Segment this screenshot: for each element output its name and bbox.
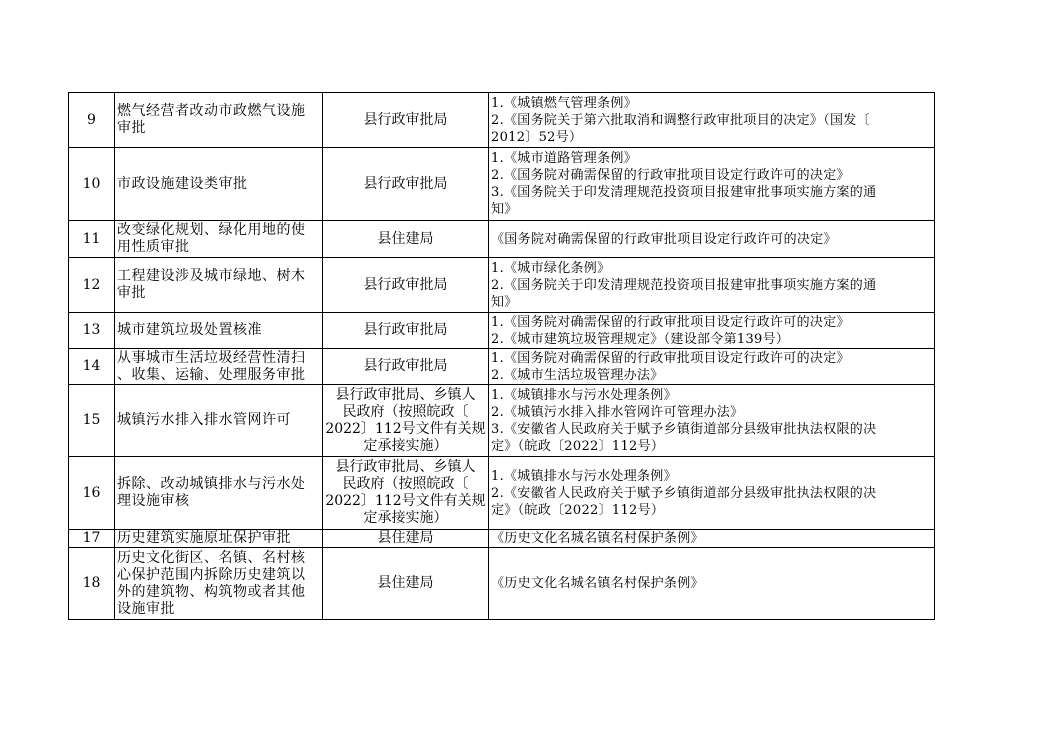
- legal-basis-line: 《历史文化名城名镇名村保护条例》: [491, 576, 704, 591]
- table-row: [69, 349, 935, 385]
- item-name: [115, 221, 323, 258]
- item-name-line: 城市建筑垃圾处置核准: [117, 322, 262, 338]
- legal-basis-line: 3.《国务院关于印发清理规范投资项目报建审批事项实施方案的通: [491, 185, 877, 200]
- item-name: [115, 258, 323, 313]
- item-name-line: 外的建筑物、构筑物或者其他: [117, 583, 306, 600]
- legal-basis-line: 2.《城市生活垃圾管理办法》: [491, 367, 664, 383]
- implementing-department-line: 县行政审批局、乡镇人: [335, 459, 476, 475]
- item-name-line: 城镇污水排入排水管网许可: [117, 412, 291, 428]
- implementing-department-line: 定承接实施）: [363, 437, 448, 454]
- legal-basis-line: 1.《城市绿化条例》: [491, 260, 611, 276]
- table-row: [69, 385, 935, 457]
- item-number: 16: [69, 457, 115, 530]
- table-body: [69, 93, 935, 620]
- implementing-department-line: 定承接实施）: [363, 510, 448, 526]
- item-name-line: 工程建设涉及城市绿地、树木: [117, 268, 306, 284]
- legal-basis-line: 1.《国务院对确需保留的行政审批项目设定行政许可的决定》: [491, 350, 850, 366]
- item-name: [115, 530, 323, 548]
- table-row: [69, 93, 935, 148]
- table-row: [69, 258, 935, 313]
- item-name: [115, 148, 323, 221]
- item-name: [115, 93, 323, 148]
- legal-basis: [489, 148, 935, 221]
- implementing-department: [323, 385, 489, 457]
- item-name-line: 改变绿化规划、绿化用地的使: [117, 222, 306, 238]
- item-number: 11: [69, 221, 115, 258]
- legal-basis: [489, 457, 935, 530]
- implementing-department-line: 县住建局: [377, 530, 434, 546]
- item-name: [115, 349, 323, 385]
- implementing-department-line: 县住建局: [377, 575, 434, 591]
- implementing-department-line: 县行政审批局、乡镇人: [335, 386, 476, 403]
- legal-basis-line: 2.《国务院对确需保留的行政审批项目设定行政许可的决定》: [491, 168, 850, 183]
- legal-basis: [489, 258, 935, 313]
- item-name-line: 审批: [117, 285, 146, 301]
- implementing-department-line: 2022〕112号文件有关规: [325, 493, 486, 509]
- legal-basis-line: 2.《国务院关于第六批取消和调整行政审批项目的决定》（国发〔: [491, 112, 870, 128]
- legal-basis-line: 2.《城市建筑垃圾管理规定》（建设部令第139号）: [491, 331, 790, 347]
- legal-basis-line: 1.《城市道路管理条例》: [491, 151, 638, 166]
- item-number: 12: [69, 258, 115, 313]
- implementing-department: [323, 148, 489, 221]
- legal-basis-line: 知》: [491, 202, 518, 217]
- legal-basis-line: 2.《国务院关于印发清理规范投资项目报建审批事项实施方案的通: [491, 277, 877, 293]
- table-row: [69, 548, 935, 620]
- legal-basis-line: 3.《安徽省人民政府关于赋予乡镇街道部分县级审批执法权限的决: [491, 421, 877, 437]
- item-name-line: 设施审批: [117, 600, 175, 617]
- table-row: [69, 313, 935, 349]
- item-number: 14: [69, 349, 115, 385]
- legal-basis: [489, 385, 935, 457]
- approval-items-table: [68, 92, 935, 620]
- implementing-department: [323, 93, 489, 148]
- item-number: 13: [69, 313, 115, 349]
- item-number: 18: [69, 548, 115, 620]
- item-name-line: 、收集、运输、处理服务审批: [117, 366, 306, 383]
- legal-basis-line: 1.《国务院对确需保留的行政审批项目设定行政许可的决定》: [491, 314, 850, 330]
- item-name: [115, 385, 323, 457]
- implementing-department-line: 民政府（按照皖政〔: [342, 403, 469, 420]
- implementing-department: [323, 457, 489, 530]
- implementing-department: [323, 530, 489, 548]
- item-number: 9: [69, 93, 115, 148]
- table-row: [69, 457, 935, 530]
- item-name-line: 燃气经营者改动市政燃气设施: [117, 103, 306, 119]
- implementing-department: [323, 548, 489, 620]
- table-row: [69, 221, 935, 258]
- table-row: [69, 530, 935, 548]
- item-name: [115, 548, 323, 620]
- table-row: [69, 148, 935, 221]
- item-name-line: 从事城市生活垃圾经营性清扫: [117, 349, 306, 366]
- legal-basis-line: 《国务院对确需保留的行政审批项目设定行政许可的决定》: [491, 231, 837, 247]
- implementing-department: [323, 313, 489, 349]
- implementing-department: [323, 258, 489, 313]
- item-name-line: 心保护范围内拆除历史建筑以: [117, 566, 306, 583]
- legal-basis-line: 知》: [491, 294, 518, 310]
- item-number: 15: [69, 385, 115, 457]
- implementing-department-line: 县行政审批局: [363, 322, 448, 338]
- legal-basis: [489, 93, 935, 148]
- legal-basis-line: 2012〕52号）: [491, 129, 583, 145]
- legal-basis: [489, 548, 935, 620]
- legal-basis-line: 定》（皖政〔2022〕112号）: [491, 438, 665, 454]
- implementing-department-line: 县行政审批局: [363, 358, 448, 374]
- item-name-line: 用性质审批: [117, 239, 190, 255]
- item-name-line: 市政设施建设类审批: [117, 175, 248, 192]
- item-name-line: 审批: [117, 120, 146, 136]
- legal-basis: [489, 530, 935, 548]
- implementing-department-line: 民政府（按照皖政〔: [342, 476, 469, 492]
- item-name: [115, 457, 323, 530]
- implementing-department: [323, 349, 489, 385]
- item-number: 17: [69, 530, 115, 548]
- legal-basis-line: 1.《城镇排水与污水处理条例》: [491, 387, 677, 403]
- item-name: [115, 313, 323, 349]
- implementing-department-line: 县住建局: [377, 230, 434, 247]
- item-name-line: 历史建筑实施原址保护审批: [117, 530, 291, 546]
- implementing-department-line: 2022〕112号文件有关规: [325, 420, 486, 437]
- legal-basis-line: 1.《城镇燃气管理条例》: [491, 95, 638, 111]
- item-name-line: 理设施审核: [117, 493, 190, 509]
- legal-basis-line: 1.《城镇排水与污水处理条例》: [491, 468, 677, 484]
- implementing-department-line: 县行政审批局: [363, 175, 448, 192]
- legal-basis-line: 定》（皖政〔2022〕112号）: [491, 502, 665, 518]
- legal-basis: [489, 349, 935, 385]
- legal-basis: [489, 221, 935, 258]
- legal-basis-line: 《历史文化名城名镇名村保护条例》: [491, 531, 704, 546]
- item-name-line: 历史文化街区、名镇、名村核: [117, 549, 306, 566]
- legal-basis-line: 2.《安徽省人民政府关于赋予乡镇街道部分县级审批执法权限的决: [491, 485, 877, 501]
- implementing-department-line: 县行政审批局: [363, 276, 448, 293]
- item-number: 10: [69, 148, 115, 221]
- legal-basis-line: 2.《城镇污水排入排水管网许可管理办法》: [491, 404, 744, 420]
- implementing-department: [323, 221, 489, 258]
- implementing-department-line: 县行政审批局: [363, 111, 448, 128]
- item-name-line: 拆除、改动城镇排水与污水处: [117, 476, 306, 492]
- legal-basis: [489, 313, 935, 349]
